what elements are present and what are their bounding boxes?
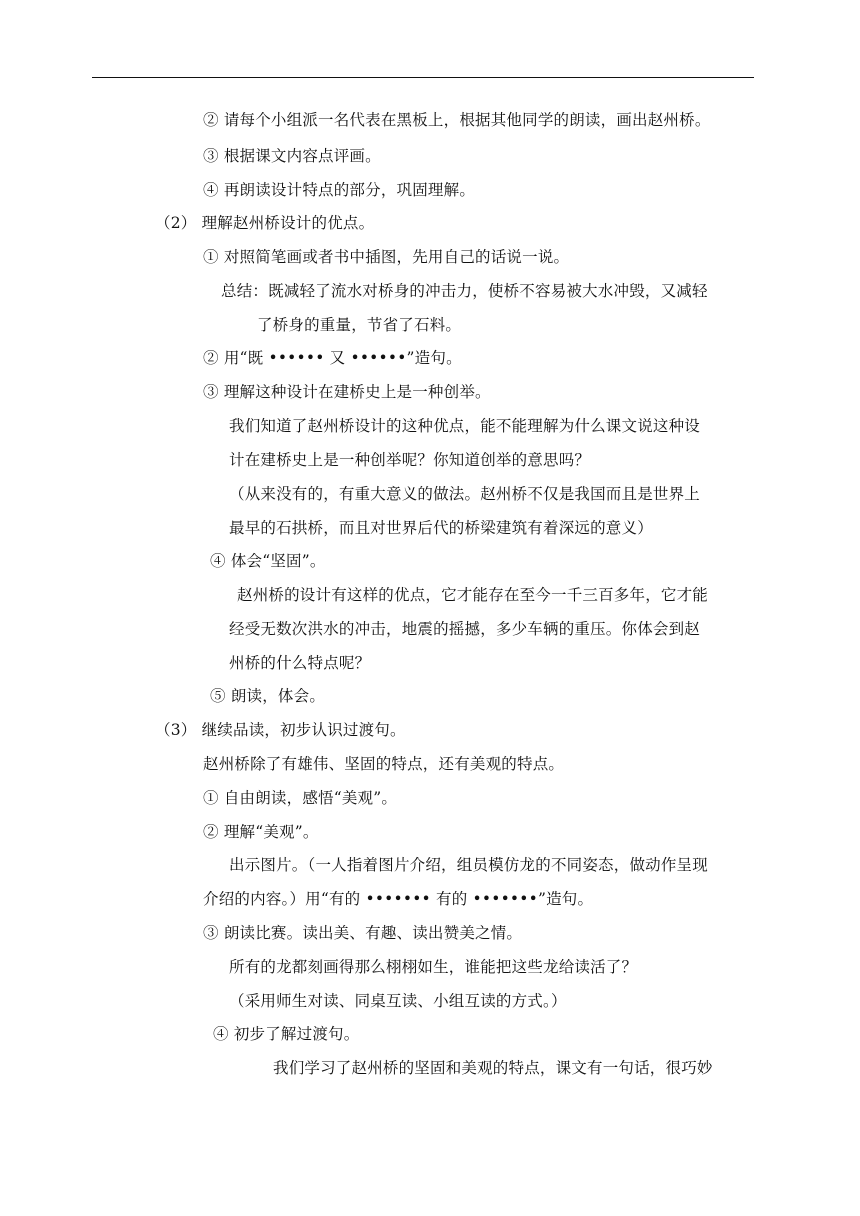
text-line: 我们学习了赵州桥的坚固和美观的特点，课文有一句话，很巧妙 [273,1059,713,1077]
text-line: 我们知道了赵州桥设计的这种优点，能不能理解为什么课文说这种设 [229,417,701,435]
text-line: ③ 朗读比赛。读出美、有趣、读出赞美之情。 [203,924,523,942]
text-line: 州桥的什么特点呢？ [229,654,371,672]
text-line: 赵州桥除了有雄伟、坚固的特点，还有美观的特点。 [203,755,565,773]
text-line: 最早的石拱桥，而且对世界后代的桥梁建筑有着深远的意义） [229,519,653,537]
text-line: ④ 再朗读设计特点的部分，巩固理解。 [203,181,476,199]
text-line: ② 用“既 •••••• 又 ••••••”造句。 [203,349,462,367]
text-line: ③ 理解这种设计在建桥史上是一种创举。 [203,383,491,401]
header-rule [92,77,754,78]
text-line: 总结：既减轻了流水对桥身的冲击力，使桥不容易被大水冲毁，又减轻 [221,282,708,300]
text-line: ③ 根据课文内容点评画。 [203,147,381,165]
text-line: ① 自由朗读，感悟“美观”。 [203,789,398,807]
text-line: ④ 体会“坚固”。 [210,552,326,570]
text-line: ④ 初步了解过渡句。 [213,1025,360,1043]
text-line: （从来没有的，有重大意义的做法。赵州桥不仅是我国而且是世界上 [229,485,701,503]
text-line: 了桥身的重量，节省了石料。 [257,316,462,334]
text-line: ② 请每个小组派一名代表在黑板上，根据其他同学的朗读，画出赵州桥。 [203,111,711,129]
text-line: 出示图片。（一人指着图片介绍，组员模仿龙的不同姿态，做动作呈现 [229,856,708,874]
text-line: 计在建桥史上是一种创举呢？你知道创举的意思吗？ [229,451,591,469]
text-line: 赵州桥的设计有这样的优点，它才能存在至今一千三百多年，它才能 [237,586,709,604]
text-line: （采用师生对读、同桌互读、小组互读的方式。） [229,992,567,1010]
text-line: （3） 继续品读，初步认识过渡句。 [155,721,406,739]
text-line: ⑤ 朗读，体会。 [210,687,326,705]
text-line: 所有的龙都刻画得那么栩栩如生，谁能把这些龙给读活了？ [229,958,638,976]
text-line: 经受无数次洪水的冲击，地震的摇撼，多少车辆的重压。你体会到赵 [229,620,701,638]
text-line: ② 理解“美观”。 [203,823,319,841]
text-line: （2） 理解赵州桥设计的优点。 [155,214,375,232]
text-line: ① 对照简笔画或者书中插图，先用自己的话说一说。 [203,248,570,266]
text-line: 介绍的内容。）用“有的 ••••••• 有的 •••••••”造句。 [203,890,594,908]
